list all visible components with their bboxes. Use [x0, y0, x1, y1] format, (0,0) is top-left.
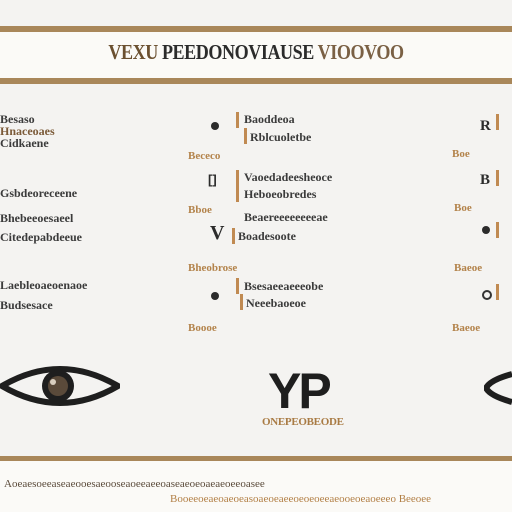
row-text: Boadesoote: [238, 229, 296, 243]
row-text: Vaoedadeesheoce: [244, 170, 333, 184]
left-line: Besaso: [0, 112, 35, 126]
tick-mark: [236, 112, 239, 128]
left-line: Laebleoaeoenaoe: [0, 278, 88, 292]
row-bar-label: Boooe: [188, 322, 217, 334]
right-label: Baeoe: [452, 322, 481, 334]
right-label: Boe: [454, 202, 472, 214]
title-word-2: PEEDONOVIAUSE: [161, 40, 314, 64]
title-word-3: VIOOVOO: [317, 40, 404, 64]
tick-mark: [496, 284, 499, 300]
bullet-dot-icon: [482, 226, 490, 234]
left-line: Cidkaene: [0, 136, 49, 150]
row-text: Beaereeeeeeeeae: [244, 210, 328, 224]
tick-mark: [232, 228, 235, 244]
tick-mark: [236, 186, 239, 202]
row-text: Heboeobredes: [244, 187, 317, 201]
footer-line-2: Booeeoeaeoaeoeasoaeoeaeeoeoeoeeaeooeoeaoeeeo Beeoee: [170, 493, 432, 505]
right-label: Boe: [452, 148, 470, 160]
left-line: Hnaceoaes: [0, 124, 55, 138]
tick-mark: [496, 114, 499, 130]
row-bar-label: Bheobrose: [188, 262, 238, 274]
left-line: Bhebeeoesaeel: [0, 211, 74, 225]
left-line: Gsbdeoreceene: [0, 186, 78, 200]
row-text: Neeebaoeoe: [246, 296, 306, 310]
bracket-icon: []: [208, 172, 217, 187]
tick-mark: [496, 222, 499, 238]
right-letter: R: [480, 118, 491, 134]
bullet-dot-icon: [211, 292, 219, 300]
tick-mark: [240, 294, 243, 310]
left-line: Budsesace: [0, 298, 53, 312]
logo-subtitle: ONEPEOBEODE: [262, 416, 344, 428]
row-bar-label: Bboe: [188, 204, 212, 216]
row-text: Bsesaeeaeeeobe: [244, 279, 324, 293]
title-word-1: VEXU: [108, 40, 158, 64]
row-text: Baoddeoa: [244, 112, 295, 126]
tick-mark: [236, 170, 239, 186]
left-line: Citedepabdeeue: [0, 230, 82, 244]
row-bar-label: Bececo: [188, 150, 221, 162]
right-letter: B: [480, 172, 491, 188]
ring-icon: [482, 290, 492, 300]
bullet-dot-icon: [211, 122, 219, 130]
tick-mark: [244, 128, 247, 144]
eye-icon: [0, 362, 120, 410]
row-text: Rblcuoletbe: [250, 130, 312, 144]
tick-mark: [236, 278, 239, 294]
eye-icon: [484, 370, 512, 406]
footer-line-1: Aoeaesoeeaseaeooesaeooseaoeeaeeoaseaeoeoaeaeoeeoasee: [4, 478, 265, 490]
right-label: Baeoe: [454, 262, 483, 274]
tick-mark: [496, 170, 499, 186]
logo-mark: YP: [268, 363, 329, 419]
v-letter-icon: V: [210, 222, 225, 244]
page-title: [36, 40, 476, 65]
